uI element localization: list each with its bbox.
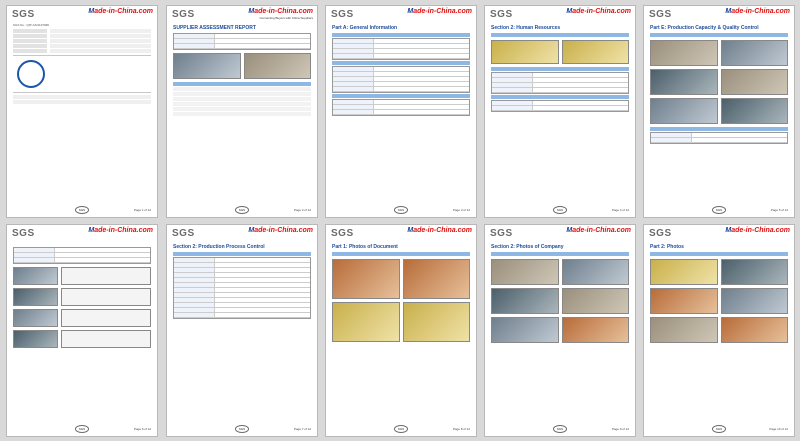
- process-photo: [721, 40, 789, 66]
- factory-photo: [244, 53, 312, 79]
- sgs-footer-icon: SGS: [75, 206, 89, 214]
- page-number: Page 7 of 12: [293, 427, 311, 431]
- page-number: Page 3 of 12: [452, 208, 470, 212]
- page-number: Page 1 of 12: [133, 208, 151, 212]
- process-photo: [650, 69, 718, 95]
- sgs-logo: SGS: [12, 228, 35, 239]
- factory-photo: [173, 53, 241, 79]
- sgs-logo: SGS: [490, 9, 513, 20]
- made-in-china-logo: Made-in-China.com: [248, 8, 313, 15]
- page-thumbnail-5[interactable]: SGS Made-in-China.com Part E: Production Capacity & Quality Control SGS Page 5 of 12: [643, 5, 795, 218]
- page-title: Part A: General Information: [332, 25, 398, 31]
- made-in-china-logo: Made-in-China.com: [248, 227, 313, 234]
- company-photo: [562, 288, 630, 314]
- process-photo: [721, 69, 789, 95]
- page-thumbnail-8[interactable]: SGS Made-in-China.com Part 1: Photos of Document SGS Page 8 of 12: [325, 224, 477, 437]
- certification-seal-icon: [17, 60, 45, 88]
- org-chart: [491, 40, 559, 64]
- machine-photo: [13, 267, 58, 285]
- cover-fields: [13, 29, 151, 53]
- page-thumbnail-9[interactable]: SGS Made-in-China.com Section 2: Photos of Company SGS Page 9 of 12: [484, 224, 636, 437]
- page-title: SUPPLIER ASSESSMENT REPORT: [173, 25, 256, 31]
- made-in-china-logo: Made-in-China.com: [566, 227, 631, 234]
- page-thumbnail-2[interactable]: SGS Made-in-China.com Connecting Buyers with China Suppliers SUPPLIER ASSESSMENT REPORT SGS Page 2 of 12: [166, 5, 318, 218]
- product-photo: [721, 259, 789, 285]
- page-thumbnail-10[interactable]: SGS Made-in-China.com Part 2: Photos SGS Page 10 of 12: [643, 224, 795, 437]
- page-thumbnail-7[interactable]: SGS Made-in-China.com Section 2: Production Process Control SGS Page 7 of 12: [166, 224, 318, 437]
- product-photo: [650, 317, 718, 343]
- sgs-logo: SGS: [649, 228, 672, 239]
- sgs-logo: SGS: [331, 228, 354, 239]
- sgs-logo: SGS: [490, 228, 513, 239]
- page-thumbnail-4[interactable]: SGS Made-in-China.com Section 2: Human Resources SGS Page 4 of 12: [484, 5, 636, 218]
- process-photo: [721, 98, 789, 124]
- company-photo: [491, 288, 559, 314]
- report-meta: SGS No.: QIP-ASI113?###: [13, 23, 49, 27]
- made-in-china-slogan: Connecting Buyers with China Suppliers: [259, 16, 313, 20]
- page-header: [7, 6, 157, 22]
- page-number: Page 4 of 12: [611, 208, 629, 212]
- page-title: Section 2: Human Resources: [491, 25, 561, 31]
- page-number: Page 10 of 12: [769, 427, 788, 431]
- page-thumbnail-3[interactable]: SGS Made-in-China.com Part A: General Information SGS Page 3 of 12: [325, 5, 477, 218]
- page-number: Page 5 of 12: [770, 208, 788, 212]
- page-number: Page 8 of 12: [452, 427, 470, 431]
- product-photo: [650, 259, 718, 285]
- page-thumbnail-6[interactable]: SGS Made-in-China.com SGS Page 6 of 12: [6, 224, 158, 437]
- page-title: Section 2: Production Process Control: [173, 244, 265, 250]
- page-number: Page 6 of 12: [133, 427, 151, 431]
- product-photo: [721, 288, 789, 314]
- org-chart: [562, 40, 630, 64]
- document-photo: [332, 259, 400, 299]
- document-photo: [403, 259, 471, 299]
- sgs-logo: SGS: [12, 9, 35, 20]
- made-in-china-logo: Made-in-China.com: [725, 227, 790, 234]
- product-photo: [650, 288, 718, 314]
- made-in-china-logo: Made-in-China.com: [725, 8, 790, 15]
- page-number: Page 2 of 12: [293, 208, 311, 212]
- sgs-logo: SGS: [649, 9, 672, 20]
- process-photo: [650, 98, 718, 124]
- company-photo: [491, 317, 559, 343]
- page-title: Part E: Production Capacity & Quality Control: [650, 25, 759, 31]
- sgs-logo: SGS: [172, 228, 195, 239]
- machine-photo: [13, 288, 58, 306]
- machine-photo: [13, 330, 58, 348]
- document-photo: [403, 302, 471, 342]
- document-photo: [332, 302, 400, 342]
- page-title: Part 2: Photos: [650, 244, 684, 250]
- company-photo: [491, 259, 559, 285]
- page-title: Section 2: Photos of Company: [491, 244, 564, 250]
- page-title: Part 1: Photos of Document: [332, 244, 398, 250]
- sgs-logo: SGS: [331, 9, 354, 20]
- company-photo: [562, 317, 630, 343]
- product-photo: [721, 317, 789, 343]
- process-photo: [650, 40, 718, 66]
- made-in-china-logo: Made-in-China.com: [88, 227, 153, 234]
- made-in-china-logo: Made-in-China.com: [407, 8, 472, 15]
- page-number: Page 9 of 12: [611, 427, 629, 431]
- company-photo: [562, 259, 630, 285]
- made-in-china-logo: Made-in-China.com: [88, 8, 153, 15]
- page-thumbnail-1[interactable]: [6, 5, 158, 218]
- sgs-logo: SGS: [172, 9, 195, 20]
- machine-photo: [13, 309, 58, 327]
- made-in-china-logo: Made-in-China.com: [566, 8, 631, 15]
- made-in-china-logo: Made-in-China.com: [407, 227, 472, 234]
